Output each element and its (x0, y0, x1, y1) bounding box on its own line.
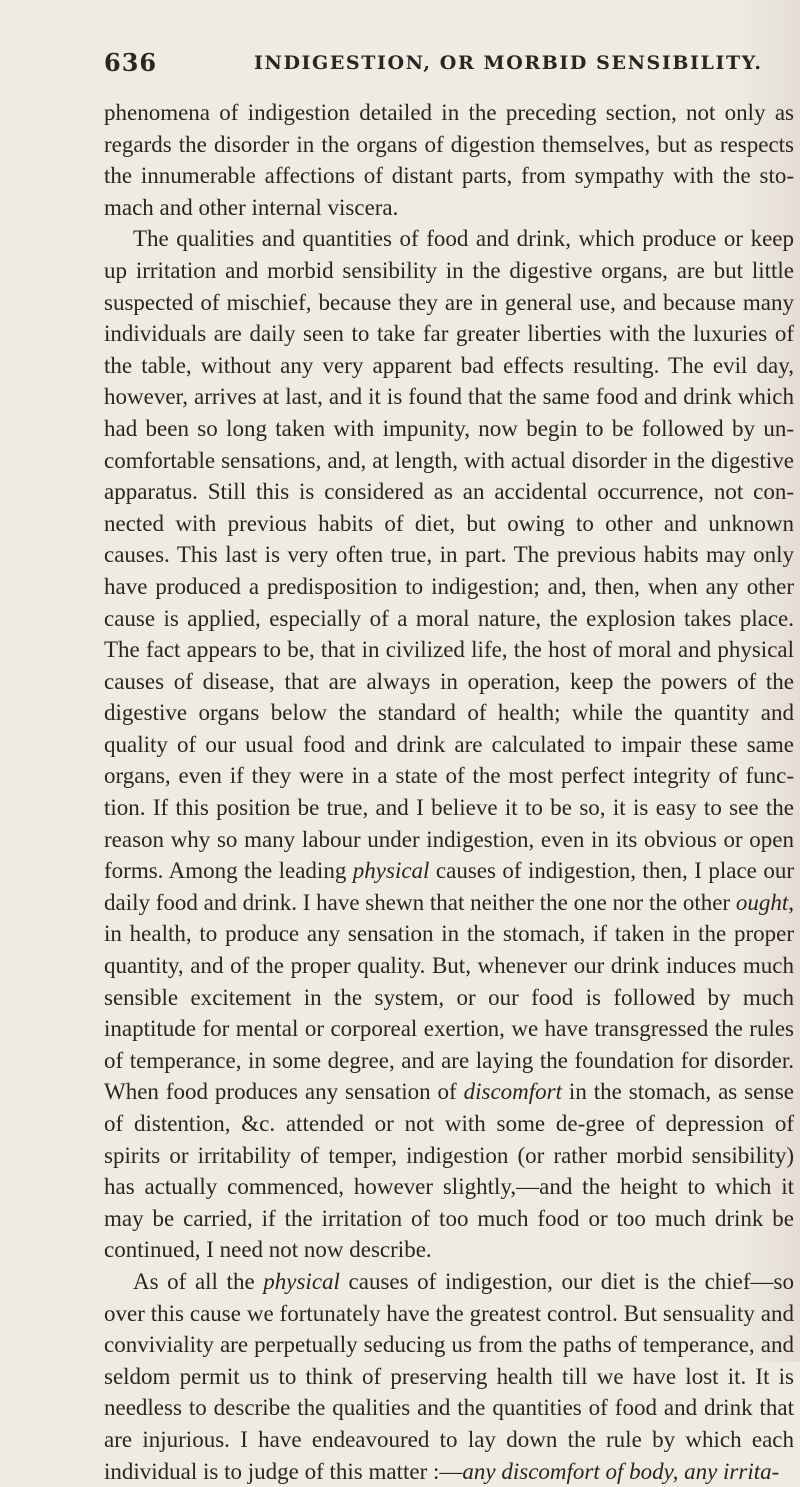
text-run: , in health, to produce any sensation in the stomach, if taken in the proper quantity, and of the proper quality. But, whenever our drink induces much sensible excitement in the system, or our food is followed by much inaptitude for mental or corporeal exertion, we have transgressed the rules of temperance, in some degree, and are laying the foundation for disorder. When food produces any sensation of (104, 889, 794, 1105)
italic-text: physical (352, 858, 430, 884)
running-head: INDIGESTION, OR MORBID SENSIBILITY. (254, 52, 763, 74)
italic-text: physical (263, 1268, 340, 1294)
text-run: phenomena of indigestion detailed in the preceding section, not only as regards the disorder in the organs of digestion themselves, but as respects the innumerable affections of distant parts, from sympathy with the sto-mach and other internal viscera. (104, 100, 794, 220)
body-text (104, 97, 794, 1487)
text-run: in the stomach, as sense of distention, &c. attended or not with some de-gree of depression of spirits or irritability of temper, indigestion (or rather morbid sensibility) has actually commenced, however slightly,—and the height to which it may be carried, if the irritation of too much food or too much drink be continued, I need not now describe. (104, 1079, 794, 1263)
paragraph-2 (104, 223, 794, 1266)
paragraph-3 (104, 1266, 794, 1487)
italic-text: ought (735, 889, 789, 915)
page-number: 636 (104, 48, 158, 77)
text-run: The qualities and quantities of food and drink, which produce or keep up irritation and morbid sensibility in the digestive organs, are but little suspected of mischief, because they are in general use, and because many individuals are daily seen to take far greater liberties with the luxuries of the table, without any very apparent bad effects resulting. The evil day, however, arrives at last, and it is found that the same food and drink which had been so long taken with impunity, now begin to be followed by un-comfortable sensations, and, at length, with actual disorder in the digestive apparatus. Still this is considered as an accidental occurrence, not con-nected with previous habits of diet, but owing to other and unknown causes. This last is very often true, in part. The previous habits may only have produced a predisposition to indigestion; and, then, when any other cause is applied, especially of a moral nature, the explosion takes place. The fact appears to be, that in civilized life, the host of moral and physical causes of disease, that are always in operation, keep the powers of the digestive organs below the standard of health; while the quantity and quality of our usual food and drink are calculated to impair these same organs, even if they were in a state of the most perfect integrity of func-tion. If this position be true, and I believe it to be so, it is easy to see the reason why so many labour under indigestion, even in its obvious or open forms. Among the leading (104, 226, 794, 884)
italic-text: any discomfort of body, any irrita- (462, 1458, 780, 1484)
text-run: As of all the (133, 1268, 264, 1294)
text-run: causes of indigestion, our diet is the chief—so over this cause we fortunately have the greatest control. But sensuality and conviviality are perpetually seducing us from the paths of temperance, and seldom permit us to think of preserving health till we have lost it. It is needless to describe the qualities and the quantities of food and drink that are injurious. I have endeavoured to lay down the rule by which each individual is to judge of this matter :— (104, 1268, 794, 1484)
italic-text: discomfort (463, 1079, 562, 1105)
paragraph-1 (104, 97, 794, 223)
text-run: causes of indigestion, then, I place our daily food and drink. I have shewn that neither the one nor the other (104, 858, 794, 915)
page-header (104, 48, 763, 82)
